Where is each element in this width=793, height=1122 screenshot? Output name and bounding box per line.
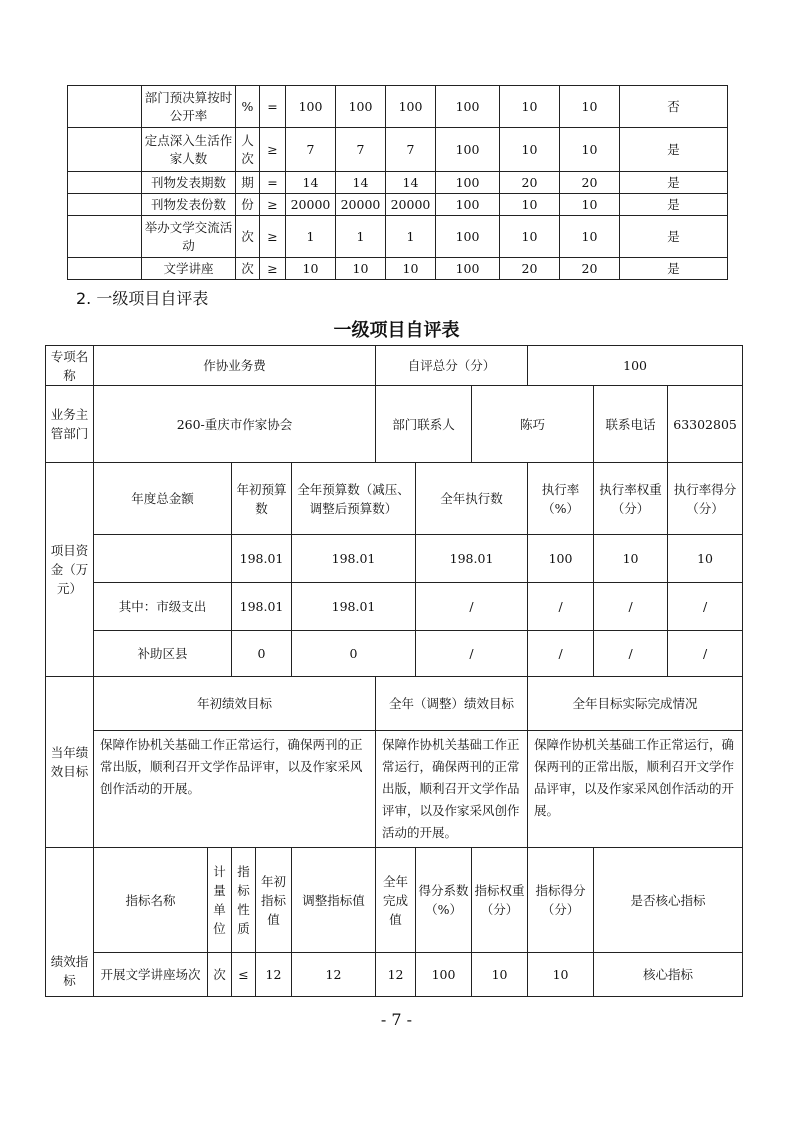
exec-score-header: 执行率得分（分） xyxy=(668,463,743,535)
cell-coef: 100 xyxy=(436,216,500,258)
total-score: 100 xyxy=(528,346,743,386)
ind-initial-header: 年初指标值 xyxy=(256,848,292,953)
contact: 陈巧 xyxy=(472,386,594,463)
table-row xyxy=(68,172,728,194)
table-title: 一级项目自评表 xyxy=(333,320,460,341)
ind-row-coef: 100 xyxy=(416,953,472,997)
funds-city-rate: / xyxy=(528,583,594,631)
cell-initial: 20000 xyxy=(286,194,336,216)
cell-nature: ≥ xyxy=(260,258,286,280)
ind-row-core: 核心指标 xyxy=(594,953,743,997)
cell-completed: 7 xyxy=(386,128,436,172)
funds-total-initial: 198.01 xyxy=(232,535,292,583)
cell-unit: % xyxy=(236,86,260,128)
cell-initial: 1 xyxy=(286,216,336,258)
ind-row-adjusted: 12 xyxy=(292,953,376,997)
cell-coef: 100 xyxy=(436,194,500,216)
funds-city-label: 其中：市级支出 xyxy=(94,583,232,631)
cell-unit: 份 xyxy=(236,194,260,216)
contact-label: 部门联系人 xyxy=(376,386,472,463)
empty-category-cell xyxy=(68,258,142,280)
ind-name-header: 指标名称 xyxy=(94,848,208,953)
funds-district-label: 补助区县 xyxy=(94,631,232,677)
cell-weight: 10 xyxy=(500,216,560,258)
indicator-continuation-table xyxy=(67,85,728,280)
table-row xyxy=(68,86,728,128)
cell-score: 20 xyxy=(560,172,620,194)
goals-actual-header: 全年目标实际完成情况 xyxy=(528,677,743,731)
cell-weight: 20 xyxy=(500,172,560,194)
total-score-label: 自评总分（分） xyxy=(376,346,528,386)
phone-label: 联系电话 xyxy=(594,386,668,463)
empty-category-cell xyxy=(68,194,142,216)
cell-weight: 10 xyxy=(500,86,560,128)
phone: 63302805 xyxy=(668,386,743,463)
goals-label: 当年绩效目标 xyxy=(46,677,94,848)
ind-completed-header: 全年完成值 xyxy=(376,848,416,953)
page-number: - 7 - xyxy=(380,1010,413,1029)
ind-core-header: 是否核心指标 xyxy=(594,848,743,953)
table-row xyxy=(68,194,728,216)
cell-unit: 期 xyxy=(236,172,260,194)
cell-initial: 10 xyxy=(286,258,336,280)
cell-name: 部门预决算按时公开率 xyxy=(142,86,236,128)
funds-city-executed: / xyxy=(416,583,528,631)
full-year-budget-header: 全年预算数（减压、调整后预算数） xyxy=(292,463,416,535)
ind-score-header: 指标得分（分） xyxy=(528,848,594,953)
ind-row-unit: 次 xyxy=(208,953,232,997)
ind-coef-header: 得分系数（%） xyxy=(416,848,472,953)
cell-nature: ≥ xyxy=(260,128,286,172)
cell-coef: 100 xyxy=(436,172,500,194)
funds-city-weight: / xyxy=(594,583,668,631)
cell-name: 定点深入生活作家人数 xyxy=(142,128,236,172)
goals-adjusted-header: 全年（调整）绩效目标 xyxy=(376,677,528,731)
cell-completed: 100 xyxy=(386,86,436,128)
empty-category-cell xyxy=(68,128,142,172)
cell-adjusted: 20000 xyxy=(336,194,386,216)
annual-total-blank xyxy=(94,535,232,583)
cell-completed: 20000 xyxy=(386,194,436,216)
ind-row-score: 10 xyxy=(528,953,594,997)
empty-category-cell xyxy=(68,172,142,194)
indicators-label: 绩效指标 xyxy=(46,848,94,997)
cell-core: 是 xyxy=(620,172,728,194)
cell-unit: 次 xyxy=(236,216,260,258)
cell-score: 10 xyxy=(560,86,620,128)
ind-row-initial: 12 xyxy=(256,953,292,997)
ind-row-name: 开展文学讲座场次 xyxy=(94,953,208,997)
ind-row-completed: 12 xyxy=(376,953,416,997)
cell-core: 是 xyxy=(620,258,728,280)
ind-unit-header: 计量单位 xyxy=(208,848,232,953)
cell-unit: 次 xyxy=(236,258,260,280)
initial-budget-header: 年初预算数 xyxy=(232,463,292,535)
funds-city-score: / xyxy=(668,583,743,631)
goals-actual-text: 保障作协机关基础工作正常运行，确保两刊的正常出版，顺利召开文学作品评审，以及作家采风创作活动的开展。 xyxy=(528,731,743,848)
cell-completed: 1 xyxy=(386,216,436,258)
funds-total-weight: 10 xyxy=(594,535,668,583)
cell-core: 是 xyxy=(620,194,728,216)
cell-nature: ≥ xyxy=(260,194,286,216)
cell-score: 10 xyxy=(560,194,620,216)
cell-score: 20 xyxy=(560,258,620,280)
ind-row-weight: 10 xyxy=(472,953,528,997)
funds-district-initial: 0 xyxy=(232,631,292,677)
cell-core: 是 xyxy=(620,216,728,258)
cell-adjusted: 14 xyxy=(336,172,386,194)
cell-unit: 人次 xyxy=(236,128,260,172)
cell-name: 举办文学交流活动 xyxy=(142,216,236,258)
funds-district-full-year: 0 xyxy=(292,631,416,677)
empty-category-cell xyxy=(68,216,142,258)
cell-completed: 14 xyxy=(386,172,436,194)
goals-initial-text: 保障作协机关基础工作正常运行，确保两刊的正常出版，顺利召开文学作品评审，以及作家采风创作活动的开展。 xyxy=(94,731,376,848)
dept-label: 业务主管部门 xyxy=(46,386,94,463)
funds-label: 项目资金（万元） xyxy=(46,463,94,677)
funds-district-executed: / xyxy=(416,631,528,677)
funds-district-weight: / xyxy=(594,631,668,677)
ind-weight-header: 指标权重（分） xyxy=(472,848,528,953)
goals-initial-header: 年初绩效目标 xyxy=(94,677,376,731)
cell-weight: 10 xyxy=(500,128,560,172)
project-name-label: 专项名称 xyxy=(46,346,94,386)
ind-adjusted-header: 调整指标值 xyxy=(292,848,376,953)
cell-nature: = xyxy=(260,86,286,128)
goals-adjusted-text: 保障作协机关基础工作正常运行，确保两刊的正常出版，顺利召开文学作品评审，以及作家采风创作活动的开展。 xyxy=(376,731,528,848)
cell-score: 10 xyxy=(560,216,620,258)
project-name: 作协业务费 xyxy=(94,346,376,386)
funds-total-rate: 100 xyxy=(528,535,594,583)
cell-coef: 100 xyxy=(436,86,500,128)
cell-initial: 7 xyxy=(286,128,336,172)
funds-city-full-year: 198.01 xyxy=(292,583,416,631)
cell-score: 10 xyxy=(560,128,620,172)
funds-total-full-year: 198.01 xyxy=(292,535,416,583)
cell-coef: 100 xyxy=(436,128,500,172)
funds-district-score: / xyxy=(668,631,743,677)
cell-weight: 20 xyxy=(500,258,560,280)
cell-adjusted: 10 xyxy=(336,258,386,280)
annual-total-header: 年度总金额 xyxy=(94,463,232,535)
cell-core: 否 xyxy=(620,86,728,128)
ind-row-nature: ≤ xyxy=(232,953,256,997)
exec-rate-header: 执行率（%） xyxy=(528,463,594,535)
cell-coef: 100 xyxy=(436,258,500,280)
empty-category-cell xyxy=(68,86,142,128)
cell-initial: 100 xyxy=(286,86,336,128)
cell-adjusted: 1 xyxy=(336,216,386,258)
cell-weight: 10 xyxy=(500,194,560,216)
funds-total-executed: 198.01 xyxy=(416,535,528,583)
cell-adjusted: 7 xyxy=(336,128,386,172)
executed-header: 全年执行数 xyxy=(416,463,528,535)
table-row xyxy=(68,128,728,172)
cell-nature: = xyxy=(260,172,286,194)
exec-weight-header: 执行率权重（分） xyxy=(594,463,668,535)
cell-nature: ≥ xyxy=(260,216,286,258)
cell-name: 刊物发表份数 xyxy=(142,194,236,216)
table-row xyxy=(68,216,728,258)
cell-core: 是 xyxy=(620,128,728,172)
funds-total-score: 10 xyxy=(668,535,743,583)
dept: 260-重庆市作家协会 xyxy=(94,386,376,463)
cell-name: 文学讲座 xyxy=(142,258,236,280)
cell-name: 刊物发表期数 xyxy=(142,172,236,194)
funds-city-initial: 198.01 xyxy=(232,583,292,631)
ind-nature-header: 指标性质 xyxy=(232,848,256,953)
cell-adjusted: 100 xyxy=(336,86,386,128)
table-row xyxy=(68,258,728,280)
section-heading: 2. 一级项目自评表 xyxy=(76,289,209,308)
cell-completed: 10 xyxy=(386,258,436,280)
funds-district-rate: / xyxy=(528,631,594,677)
project-self-evaluation-table xyxy=(45,345,743,997)
cell-initial: 14 xyxy=(286,172,336,194)
